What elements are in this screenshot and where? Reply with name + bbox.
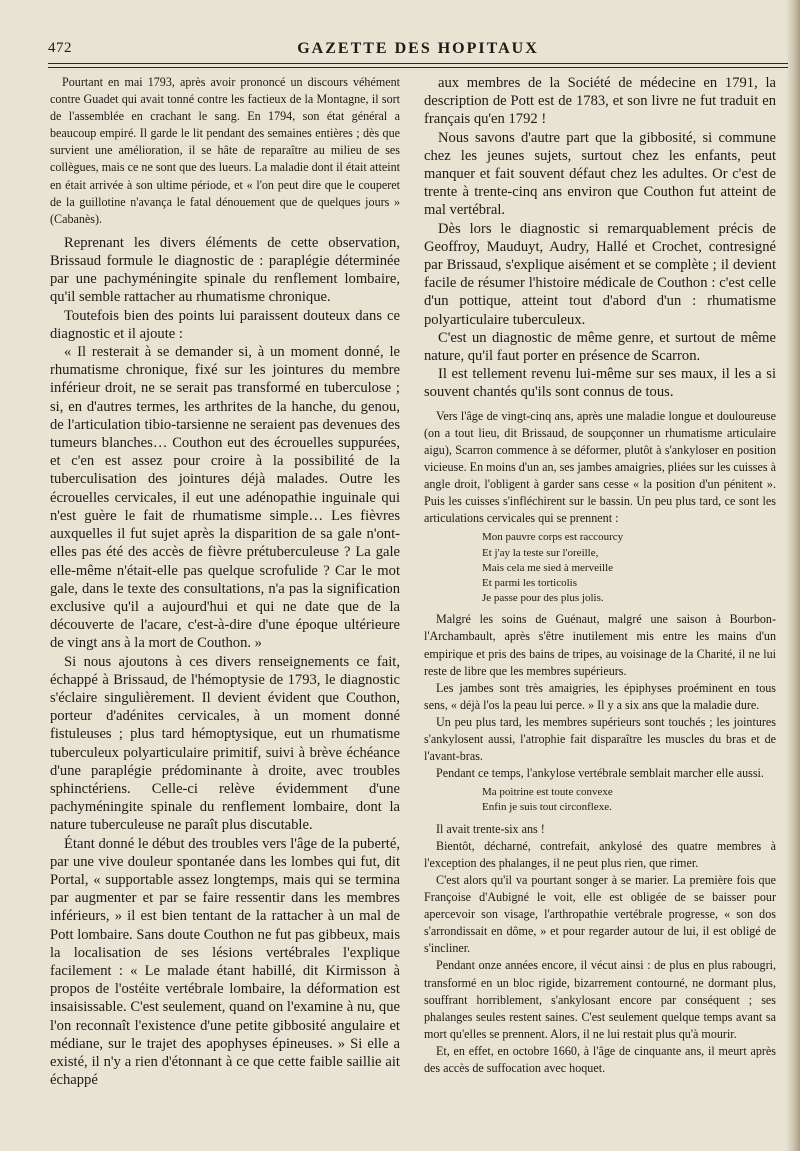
paragraph: Nous savons d'autre part que la gibbosité, si commune chez les jeunes sujets, surtout chez les enfants, peut manquer et fait souvent défaut chez les adultes. Or c'est de trente à trente-cinq ans environ que Couthon fut atteint de mal vertébral. bbox=[424, 129, 776, 219]
paragraph: Si nous ajoutons à ces divers renseignements ce fait, échappé à Brissaud, de l'hémoptysie de 1793, le diagnostic s'éclaire singulièrement. Il devient évident que Couthon, porteur d'adénites cervicales, à un moment donné fistuleuses ; plus tard hémoptysique, eut un rhumatisme tuberculeux polyarticulaire primitif, suivi à brève échéance d'une paraplégie prédominante à droite, avec troubles sphinctériens. Celle-ci relève évidemment d'une pachyméningite spinale du renflement lombaire, dont la nature tuberculeuse ne paraît plus discutable. bbox=[50, 653, 400, 834]
paragraph: Toutefois bien des points lui paraissent douteux dans ce diagnostic et il ajoute : bbox=[50, 307, 400, 342]
verse-quote-1 bbox=[482, 530, 742, 606]
paragraph: Pourtant en mai 1793, après avoir prononcé un discours véhément contre Guadet qui avait tonné contre les factieux de la Montagne, il sort de l'assemblée en crachant le sang. En 1794, son état général a beaucoup empiré. Il garde le lit pendant des semaines entières ; dès que survient une amélioration, il se hâte de reparaître au milieu de ses collègues, mais ce ne sont que des lueurs. La maladie dont il était atteint en était arrivée à son ultime période, et « l'on peut dire que le couperet de la guillotine n'avança le fatal dénouement que de quelques jours » (Cabanès). bbox=[50, 75, 400, 226]
verse-line: Mon pauvre corps est raccourcy bbox=[482, 531, 624, 544]
verse-line: Mais cela me sied à merveille bbox=[482, 561, 614, 574]
paragraph: Reprenant les divers éléments de cette observation, Brissaud formule le diagnostic de : paraplégie déterminée par une pachyméningite spinale du renflement lombaire, qu'il semble rattacher au rhumatisme chronique. bbox=[50, 234, 400, 306]
verse-line: Et j'ay la teste sur l'oreille, bbox=[482, 546, 599, 559]
quotation-paragraph: « Il resterait à se demander si, à un moment donné, le rhumatisme chronique, fixé sur les jointures du membre inférieur droit, ne se serait pas transformé en tuberculose ; si, en d'autres termes, les arthrites de la hanche, du genou, de l'articulation tibio-tarsienne ne seraient pas devenues des tumeurs blanches… Couthon eut des écrouelles suppurées, et c'en est assez pour croire à la possibilité de la tuberculisation des jointures déjà malades. Outre les écrouelles cervicales, il eut une adénopathie inguinale qui n'est guère le fait de rhumatisme simple… Les fièvres auxquelles il fut sujet après la disparition de sa gale n'ont-elles pas été des accès de fièvre prétuberculeuse ? La gale elle-même n'était-elle pas quelque scrofulide ? Car le mot gale, dans le texte des consultations, n'a pas la signification exclusive qu'il a aujourd'hui et qui ne date que de la découverte de l'acare, c'est-à-dire d'une époque ultérieure de vingt ans à la mort de Couthon. » bbox=[50, 344, 400, 652]
paragraph: Un peu plus tard, les membres supérieurs sont touchés ; les jointures s'ankylosent aussi, l'atrophie fait disparaître les muscles du bras et de l'avant-bras. bbox=[424, 714, 776, 764]
paragraph: Pendant ce temps, l'ankylose vertébrale semblait marcher elle aussi. bbox=[436, 766, 764, 781]
header-rule-bottom bbox=[48, 67, 788, 68]
paragraph: Et, en effet, en octobre 1660, à l'âge de cinquante ans, il meurt après des accès de suffocation avec hoquet. bbox=[424, 1043, 776, 1075]
paragraph: Les jambes sont très amaigries, les épiphyses proéminent en tous sens, « déjà l'os la peau lui perce. » Il y a six ans que la maladie dure. bbox=[424, 680, 776, 712]
running-header bbox=[48, 40, 788, 62]
paragraph: C'est un diagnostic de même genre, et surtout de même nature, qu'il faut porter en présence de Scarron. bbox=[424, 329, 776, 365]
verse-line: Ma poitrine est toute convexe bbox=[482, 786, 613, 799]
paragraph: Bientôt, décharné, contrefait, ankylosé des quatre membres à l'exception des phalanges, il ne peut plus rien, que rimer. bbox=[424, 838, 776, 870]
page-number: 472 bbox=[48, 40, 72, 56]
paragraph: Pendant onze années encore, il vécut ainsi : de plus en plus rabougri, transformé en un bloc rigide, bizarrement contourné, ne dormant plus, souffrant horriblement, s'ankylosant encore par conséquent ; ses phalanges seules restent saines. C'est seulement quelque temps avant sa mort qu'elles se prennent. Alors, il ne lui restait plus qu'à mourir. bbox=[424, 958, 776, 1041]
verse-quote-2 bbox=[482, 785, 742, 815]
journal-title: GAZETTE DES HOPITAUX bbox=[297, 40, 539, 57]
right-column bbox=[424, 74, 776, 1077]
verse-line: Et parmi les torticolis bbox=[482, 576, 578, 589]
verse-line: Enfin je suis tout circonflexe. bbox=[482, 801, 612, 814]
paragraph: Il avait trente-six ans ! bbox=[436, 821, 545, 836]
verse-line: Je passe pour des plus jolis. bbox=[482, 592, 604, 605]
paragraph: Vers l'âge de vingt-cinq ans, après une maladie longue et douloureuse (on a tout lieu, dit Brissaud, de soupçonner un rhumatisme articulaire aigu), Scarron commence à se déformer, plutôt à s'ankyloser en position vicieuse. En moins d'un an, ses jambes amaigries, pliées sur les cuisses à angle droit, l'obligent à garder sans cesse « la position d'un pénitent ». Puis les cuisses s'infléchirent sur le bassin. Un peu plus tard, ce sont les articulations cervicales qui se prennent : bbox=[424, 408, 776, 526]
left-column bbox=[50, 74, 400, 1089]
paragraph: aux membres de la Société de médecine en 1791, la description de Pott est de 1783, et son livre ne fut traduit en français qu'en 1792 ! bbox=[424, 75, 776, 128]
paragraph: Il est tellement revenu lui-même sur ses maux, il les a si souvent chantés qu'ils sont connus de tous. bbox=[424, 366, 776, 401]
page-edge-shadow bbox=[786, 0, 800, 1151]
paragraph: Dès lors le diagnostic si remarquablement précis de Geoffroy, Mauduyt, Audry, Hallé et Crochet, contresigné par Brissaud, s'explique aisément et se complète ; il devient facile de résumer l'histoire médicale de Couthon : c'est celle d'un pottique, atteint tout d'abord d'un : rhumatisme polyarticulaire tuberculeux. bbox=[424, 220, 776, 328]
header-rule-top bbox=[48, 63, 788, 64]
paragraph: Malgré les soins de Guénaut, malgré une saison à Bourbon-l'Archambault, après s'être inutilement mis entre les mains d'un empirique et pris des bains de tripes, au voisinage de la Charité, il ne lui reste de libre que les membres supérieurs. bbox=[424, 612, 776, 678]
paragraph: Étant donné le début des troubles vers l'âge de la puberté, par une vive douleur spontanée dans les lombes qui fut, dit Portal, « supportable assez longtemps, mais qui se termina par augmenter et par se faire ressentir dans les membres inférieurs, » il est bien tentant de la rattacher à un mal de Pott lombaire. Sans doute Couthon ne fut pas gibbeux, mais la localisation de ses lésions vertébrales l'explique facilement : « Le malade étant habillé, dit Kirmisson à propos de l'ostéite vertébrale lombaire, la déformation est insaisissable. C'est seulement, quand on l'examine à nu, que l'on reconnaît l'existence d'une petite gibbosité angulaire et médiane, sur le trajet des apophyses épineuses. » Si elle a existé, il n'y a rien d'étonnant à ce que cette faible saillie ait échappé bbox=[50, 835, 400, 1089]
paragraph: C'est alors qu'il va pourtant songer à se marier. La première fois que Françoise d'Aubigné le voit, elle est obligée de se baisser pour apercevoir son visage, l'arthropathie vertébrale progresse, « son dos s'arrondissait en dôme, » et pour regarder autour de lui, il est obligé de s'incliner. bbox=[424, 872, 776, 956]
